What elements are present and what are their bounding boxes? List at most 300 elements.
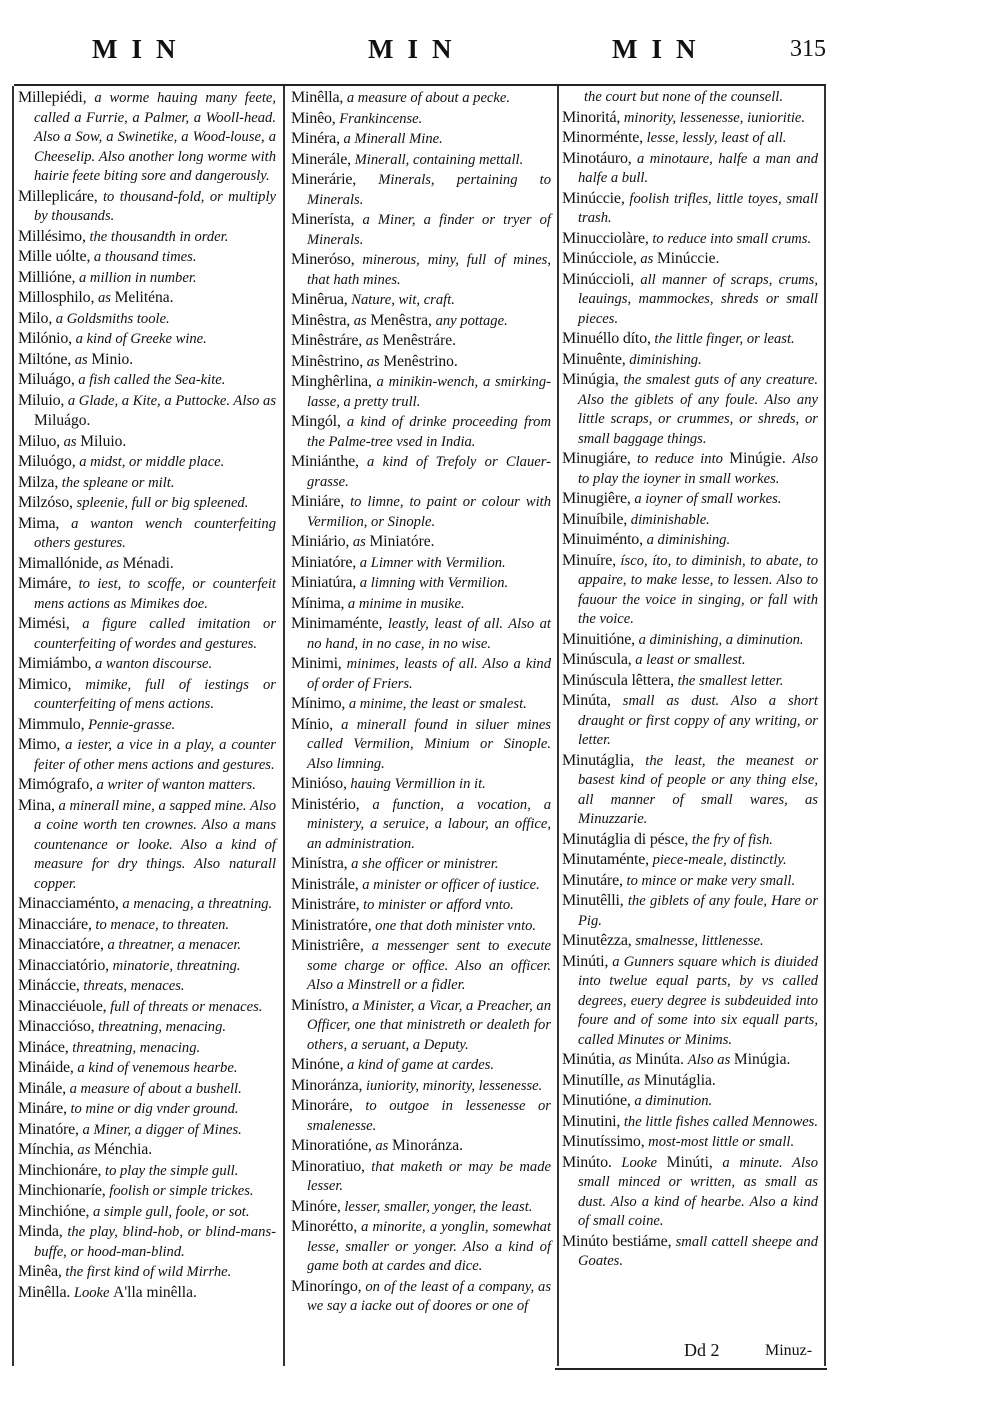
definition: a iester, a vice in a play, a counter feiter of other mens actions and gestures. [34, 737, 276, 773]
definition: a minerall mine, a sapped mine. Also a coine worth ten crownes. Also a mans countenance or looke. Also a kind of measure for dry things. Also naturall copper. [34, 797, 276, 892]
dictionary-entry [18, 452, 276, 473]
headword: Miluo, [18, 432, 60, 450]
headword: Minutáglia di pésce, [562, 830, 689, 848]
dictionary-entry [18, 391, 276, 432]
cross-reference: A'lla minêlla. [113, 1283, 197, 1301]
definition: the little fishes called Mennowes. [623, 1113, 819, 1130]
dictionary-entry [562, 530, 818, 551]
definition: to thousand-fold, or multiply by thousands. [34, 188, 277, 224]
dictionary-entry [562, 931, 818, 952]
definition: a wanton wench counterfeiting others gestures. [34, 515, 276, 551]
dictionary-entry [18, 1079, 276, 1100]
definition: piece-meale, distinctly. [652, 852, 787, 868]
dictionary-entry [18, 473, 276, 494]
definition: that maketh or may be made lesser. [307, 1158, 551, 1194]
dictionary-entry [18, 894, 276, 915]
definition: the first kind of wild Mirrhe. [65, 1264, 232, 1280]
left-border-rule [12, 86, 14, 1366]
headword: Miniáre, [291, 493, 345, 510]
headword: Minoráre, [291, 1097, 353, 1114]
definition: a Limner with Vermilion. [359, 554, 506, 571]
headword: Minutióne, [562, 1092, 631, 1109]
definition: a Minerall Mine. [343, 131, 443, 147]
dictionary-entry [562, 1091, 818, 1112]
headword: Minutêzza, [562, 932, 632, 949]
definition: a diminution. [634, 1093, 713, 1109]
dictionary-entry [291, 170, 551, 210]
headword: Milleplicáre, [18, 187, 98, 205]
headword: Minerále, [291, 150, 351, 168]
headword: Miluágo, [18, 371, 75, 388]
headword: Minimaménte, [291, 615, 383, 632]
dictionary-entry [18, 1283, 276, 1304]
definition: to play the simple gull. [105, 1162, 239, 1179]
dictionary-entry [18, 574, 276, 614]
headword: Minugiêre, [562, 490, 631, 507]
dictionary-entry [562, 1050, 818, 1071]
definition: a minotaure, halfe a man and halfe a bull. [578, 150, 818, 186]
dictionary-entry [291, 311, 551, 332]
headword: Minúto bestiáme, [562, 1232, 672, 1250]
header-rule [14, 84, 826, 86]
headword: Millosphilo, [18, 289, 95, 306]
definition: a ioyner of small workes. [634, 491, 782, 507]
definition: to mince or make very small. [626, 872, 796, 889]
dictionary-entry [562, 650, 818, 671]
catchword: Minuz- [765, 1342, 813, 1359]
dictionary-entry [18, 1120, 276, 1141]
headword: Ministratóre, [291, 916, 372, 934]
definition: the spleane or milt. [61, 474, 175, 491]
definition: as [74, 351, 88, 368]
cross-reference: Minio. [91, 350, 134, 368]
definition: as [63, 433, 77, 450]
headword: Minghêrlina, [291, 373, 372, 390]
headword: Miniánthe, [291, 453, 359, 470]
headword: Minda, [18, 1223, 63, 1240]
definition: as [366, 353, 380, 370]
definition: on of the least of a company, as we say a iacke out of doores or one of [307, 1278, 551, 1314]
definition: as [640, 251, 654, 267]
definition: a measure of about a pecke. [346, 90, 511, 106]
dictionary-entry [291, 1136, 551, 1157]
dictionary-entry [562, 850, 818, 871]
headword: Milza, [18, 473, 59, 491]
dictionary-entry [18, 997, 276, 1018]
dictionary-entry [291, 129, 551, 150]
definition: a minute. Also small minced or written, as small as dust. Also a kind of hearbe. Also a kind of small coine. [578, 1154, 818, 1229]
definition: Nature, wit, craft. [351, 292, 455, 308]
headword: Minêstrino, [291, 352, 364, 370]
dictionary-entry [291, 1277, 551, 1317]
dictionary-entry [291, 614, 551, 654]
dictionary-entry [291, 150, 551, 171]
dictionary-entry [18, 654, 276, 675]
dictionary-entry [18, 796, 276, 895]
cross-reference: Menêstráre. [382, 332, 456, 349]
definition: Looke [621, 1154, 658, 1171]
dictionary-entry [562, 1232, 818, 1272]
dictionary-entry [291, 352, 551, 373]
definition: to reduce into small crums. [652, 230, 812, 247]
dictionary-entry [562, 891, 818, 931]
dictionary-entry [18, 1017, 276, 1038]
headword: Minutíssimo, [562, 1133, 645, 1150]
headword: Ministrále, [291, 875, 359, 893]
dictionary-entry [291, 1096, 551, 1136]
page-number: 315 [790, 36, 826, 62]
headword: Millepiédi, [18, 89, 87, 106]
dictionary-entry [18, 370, 276, 391]
running-head-right: MIN [612, 34, 710, 64]
definition: to outgoe in lessenesse or smalenesse. [307, 1098, 551, 1134]
cross-reference: Ménchia. [94, 1141, 153, 1158]
dictionary-entry [291, 854, 551, 875]
headword: Minêrua, [291, 291, 348, 308]
headword: Minoríngo, [291, 1277, 362, 1295]
headword: Miltóne, [18, 350, 72, 368]
definition: a figure called imitation or counterfeiting of wordes and gestures. [34, 616, 277, 652]
dictionary-entry [562, 108, 818, 129]
headword: Minéra, [291, 130, 340, 147]
dictionary-entry [291, 715, 551, 775]
dictionary-entry [291, 895, 551, 916]
definition: a kind of venemous hearbe. [77, 1060, 238, 1076]
headword: Minútia, [562, 1051, 616, 1068]
definition: as [97, 290, 111, 306]
headword: Miniatúra, [291, 574, 357, 591]
dictionary-entry [18, 288, 276, 309]
cross-reference: Minoránza. [392, 1137, 464, 1154]
definition: a Goldsmiths toole. [55, 310, 170, 327]
headword: Mimmulo, [18, 715, 85, 733]
definition: a million in number. [78, 269, 197, 286]
headword: Minuíre, [562, 551, 616, 569]
definition: a minikin-wench, a smirking-lasse, a pretty trull. [307, 374, 551, 410]
definition: the thousandth in order. [89, 228, 229, 245]
headword: Minacciaménto, [18, 895, 119, 912]
dictionary-entry [291, 936, 551, 996]
headword: Minchionáre, [18, 1161, 102, 1179]
headword: Mínima, [291, 594, 345, 612]
dictionary-entry [562, 871, 818, 892]
definition: a Gunners square which is diuided into twelue equal parts, by vs called degrees, euery degree is subdeuided into foure and of some into six equall parts, called Minutes or Minims. [578, 953, 818, 1048]
cross-reference: Menêstrino. [383, 352, 458, 370]
definition: threatning, menacing. [98, 1019, 227, 1035]
dictionary-entry [291, 795, 551, 855]
dictionary-entry [562, 449, 818, 489]
headword: Mináide, [18, 1059, 74, 1076]
dictionary-entry [562, 551, 818, 630]
headword: Minoratiuo, [291, 1157, 365, 1175]
definition: Looke [73, 1284, 110, 1301]
definition: a least or smallest. [635, 652, 746, 668]
dictionary-entry [562, 671, 818, 692]
headword: Minêlla. [18, 1283, 71, 1301]
headword: Mimiámbo, [18, 655, 92, 672]
dictionary-entry [562, 691, 818, 751]
definition: foolish or simple trickes. [109, 1183, 254, 1199]
definition: as [352, 534, 366, 550]
definition: a midst, or middle place. [79, 454, 225, 470]
definition: minimes, leasts of all. Also a kind of order of Friers. [307, 656, 552, 692]
definition: lesser, smaller, yonger, the least. [344, 1198, 533, 1215]
definition: a worme hauing many feete, called a Furrie, a Palmer, a Wooll-head. Also a Sow, a Swinetike, a Wood-louse, a Cheeselip. Also another long worme with hairie feete biting sore and dangerously. [34, 90, 276, 184]
headword: Minúta, [562, 692, 611, 709]
dictionary-entry [18, 735, 276, 775]
headword: Mimési, [18, 615, 70, 632]
dictionary-entry [291, 774, 551, 795]
dictionary-entry [18, 1099, 276, 1120]
dictionary-entry [18, 1262, 276, 1283]
headword: Millésimo, [18, 227, 86, 245]
dictionary-entry [291, 694, 551, 715]
definition: a simple gull, foole, or sot. [92, 1203, 250, 1220]
definition: as [618, 1052, 632, 1068]
definition: a Miner, a finder or tryer of Minerals. [307, 212, 551, 248]
definition: as [627, 1072, 641, 1089]
headword: Mínio, [291, 715, 333, 733]
definition: as [105, 555, 119, 572]
headword: Minaccióso, [18, 1018, 95, 1035]
headword: Minúscula lêttera, [562, 671, 674, 689]
definition: a Minister, a Vicar, a Preacher, an Officer, one that ministreth or dealeth for others, a seruant, a Deputy. [307, 997, 551, 1053]
headword: Mimáre, [18, 575, 72, 592]
headword: Minchionaríe, [18, 1182, 106, 1199]
headword: Minucciolàre, [562, 229, 649, 247]
definition: a measure of about a bushell. [69, 1080, 242, 1097]
headword: Miniatóre, [291, 553, 357, 571]
dictionary-entry [18, 675, 276, 715]
dictionary-entry [291, 875, 551, 896]
definition: a Miner, a digger of Mines. [82, 1121, 242, 1138]
definition: diminishing. [629, 351, 702, 368]
dictionary-entry [562, 229, 818, 250]
dictionary-entry [18, 309, 276, 330]
definition: a threatner, a menacer. [107, 937, 242, 953]
dictionary-entry [291, 573, 551, 594]
dictionary-entry [562, 350, 818, 371]
definition: a kind of Trefoly or Clauer-grasse. [307, 454, 551, 490]
definition: the little finger, or least. [654, 331, 795, 347]
definition: as [353, 312, 367, 329]
dictionary-entry [18, 350, 276, 371]
dictionary-entry [18, 976, 276, 997]
dictionary-entry [18, 715, 276, 736]
definition: full of threats or menaces. [110, 998, 263, 1015]
definition: to menace, to threaten. [95, 916, 230, 933]
headword: Minóre, [291, 1197, 341, 1215]
cross-reference: Miluágo. [34, 412, 91, 429]
headword: Mináre, [18, 1100, 67, 1117]
definition: a minime in musike. [347, 595, 465, 612]
dictionary-entry [562, 489, 818, 510]
dictionary-entry [18, 247, 276, 268]
dictionary-entry [18, 1222, 276, 1262]
dictionary-entry [18, 329, 276, 350]
headword: Minutáre, [562, 871, 623, 889]
dictionary-entry [562, 1153, 818, 1232]
dictionary-entry [18, 1038, 276, 1059]
headword: Minêa, [18, 1263, 62, 1280]
dictionary-entry [291, 492, 551, 532]
dictionary-entry [562, 510, 818, 531]
definition: a diminishing. [646, 532, 731, 548]
definition: lesse, lessly, least of all. [646, 130, 787, 146]
definition: the least, the meanest or basest kind of people or any thing else, all manner of small wares, as Minuzzarie. [578, 752, 818, 827]
definition: Frankincense. [339, 110, 423, 127]
headword: Minacciatório, [18, 956, 109, 974]
headword: Miluio, [18, 391, 65, 409]
dictionary-entry [291, 331, 551, 352]
definition: Pennie-grasse. [88, 716, 176, 733]
definition: a writer of wanton matters. [96, 777, 256, 793]
dictionary-entry [18, 554, 276, 575]
dictionary-entry [18, 227, 276, 248]
headword: Mimógrafo, [18, 776, 93, 793]
headword: Minióso, [291, 775, 347, 792]
definition: a minerall found in siluer mines called Vermilion, Minium or Sinople. Also limning. [307, 716, 551, 772]
headword: Mináce, [18, 1038, 69, 1056]
headword: Miluógo, [18, 453, 76, 470]
headword: Minutílle, [562, 1071, 624, 1089]
dictionary-entry [562, 270, 818, 330]
headword: Minacciáre, [18, 915, 92, 933]
dictionary-entry [18, 493, 276, 514]
definition: the giblets of any foule, Hare or Pig. [578, 893, 819, 929]
headword: Minuíbile, [562, 510, 628, 528]
cross-reference: Menêstra, [370, 311, 432, 329]
definition: Also as [687, 1052, 731, 1068]
dictionary-entry [291, 1217, 551, 1277]
headword: Ministráre, [291, 896, 360, 913]
dictionary-entry [18, 1058, 276, 1079]
dictionary-entry [562, 128, 818, 149]
headword: Ministriêre, [291, 937, 364, 954]
column-rule-1 [283, 86, 285, 1366]
definition: a messenger sent to execute some charge or office. Also an officer. Also a Minstrell or a fidler. [307, 938, 552, 993]
column-1 [18, 88, 276, 1303]
cross-reference: Miluio. [80, 432, 127, 450]
dictionary-entry [562, 1071, 818, 1092]
definition: threats, menaces. [83, 978, 185, 994]
definition: Minerall, containing mettall. [354, 151, 524, 168]
definition: a diminishing, a diminution. [638, 631, 804, 648]
definition: to minister or afford vnto. [363, 897, 514, 913]
headword: Mille uólte, [18, 248, 91, 265]
definition: smalnesse, littlenesse. [635, 933, 764, 949]
dictionary-entry [291, 109, 551, 130]
headword: Minoritá, [562, 108, 621, 126]
dictionary-entry [18, 1202, 276, 1223]
dictionary-entry [291, 250, 551, 290]
headword: Minúcciole, [562, 250, 637, 267]
definition: a kind of drinke proceeding from the Palme-tree vsed in India. [307, 414, 551, 450]
dictionary-entry [291, 1197, 551, 1218]
dictionary-entry [291, 290, 551, 311]
cross-reference: Minúgie. [729, 450, 786, 467]
definition: small as dust. Also a short draught or first coppy of any writing, or letter. [578, 693, 818, 748]
headword: Mínimo, [291, 695, 346, 712]
definition: a fish called the Sea-kite. [78, 372, 226, 388]
definition: threatning, menacing. [72, 1039, 201, 1056]
definition: any pottage. [435, 312, 508, 329]
headword: Minacciatóre, [18, 936, 104, 953]
definition: the smallest letter. [677, 672, 784, 689]
headword: Minerísta, [291, 211, 355, 228]
headword: Mineróso, [291, 251, 355, 268]
headword: Minchióne, [18, 1202, 90, 1220]
dictionary-entry [18, 915, 276, 936]
headword: Minúgia, [562, 371, 619, 388]
dictionary-entry [291, 916, 551, 937]
cross-reference: Minúccie. [656, 250, 720, 267]
headword: Minêstráre, [291, 332, 363, 349]
dictionary-entry [291, 1076, 551, 1097]
dictionary-entry [562, 952, 818, 1051]
dictionary-entry [562, 751, 818, 830]
definition: most-most little or small. [648, 1134, 795, 1150]
definition: a minime, the least or smalest. [348, 696, 527, 712]
dictionary-entry [562, 249, 818, 270]
cross-reference: Meliténa. [114, 289, 174, 306]
dictionary-entry [291, 452, 551, 492]
definition: a Glade, a Kite, a Puttocke. Also as [67, 392, 276, 409]
signature-mark: Dd 2 [684, 1340, 720, 1360]
column-2 [291, 88, 551, 1317]
headword: Minúccie, [562, 189, 625, 207]
headword: Minimi, [291, 655, 342, 672]
dictionary-entry [291, 1055, 551, 1076]
definition: a limning with Vermilion. [359, 575, 509, 591]
cross-reference: Minúgia. [733, 1051, 791, 1068]
headword: Minuitióne, [562, 630, 635, 648]
right-border-rule [824, 86, 826, 1366]
headword: Minoránza, [291, 1076, 363, 1094]
running-head-left: MIN [92, 34, 190, 64]
footer-rule [555, 1368, 827, 1370]
dictionary-entry [291, 412, 551, 452]
headword: Mináccie, [18, 977, 80, 994]
definition: one that doth minister vnto. [375, 917, 537, 934]
headword: Minúto. [562, 1153, 612, 1171]
dictionary-entry [291, 88, 551, 109]
dictionary-entry [18, 775, 276, 796]
definition: minerous, miny, full of mines, that hath mines. [307, 252, 551, 288]
headword: Minístro, [291, 996, 349, 1014]
headword: Mínchia, [18, 1141, 74, 1158]
cross-reference: Ménadi. [122, 554, 174, 572]
definition: Minerals, pertaining to Minerals. [307, 172, 551, 208]
headword: Mingól, [291, 413, 341, 430]
dictionary-entry [291, 553, 551, 574]
headword: Minúccioli, [562, 270, 635, 288]
definition: to reduce into [637, 451, 723, 467]
dictionary-entry [291, 594, 551, 615]
headword: Milónio, [18, 330, 72, 347]
dictionary-entry [562, 189, 818, 229]
dictionary-entry [18, 88, 276, 187]
headword: Minorétto, [291, 1218, 357, 1235]
headword: Miniário, [291, 533, 350, 550]
definition: a she officer or ministrer. [351, 856, 499, 872]
headword: Minuéllo díto, [562, 330, 651, 347]
headword: Minúscula, [562, 651, 632, 668]
definition: a minorite, a yonglin, somewhat lesse, smaller or yonger. Also a kind of game both at cardes and dice. [307, 1219, 551, 1274]
definition: mimike, full of iestings or counterfeiting of mens actions. [34, 676, 276, 712]
definition: the court but none of the counsell. [584, 89, 784, 105]
headword: Minorménte, [562, 129, 643, 146]
